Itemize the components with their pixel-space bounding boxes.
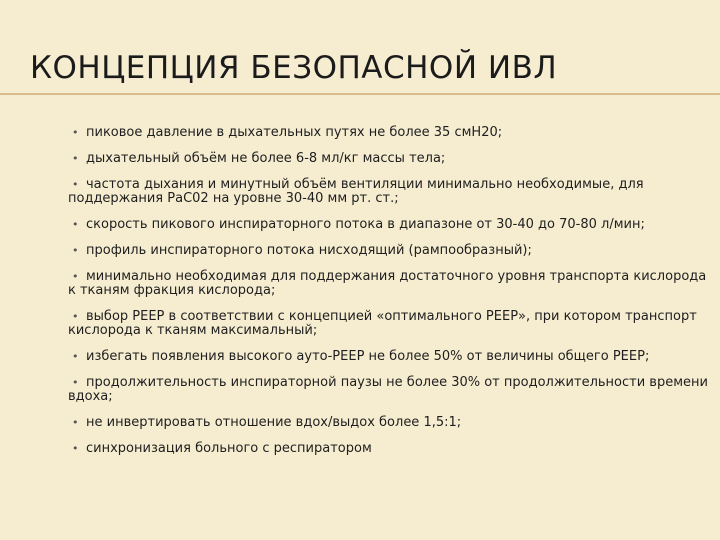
list-item [68,350,708,364]
bullet-text: избегать появления высокого ауто-РЕЕР не более 50% от величины общего РЕЕР; [86,349,650,364]
bullet-text: синхронизация больного с респиратором [86,441,372,456]
bullet-list [68,126,708,468]
bullet-icon [72,442,86,456]
bullet-icon [72,416,86,430]
bullet-icon [72,126,86,140]
bullet-icon [72,244,86,258]
list-item [68,218,708,232]
list-item [68,442,708,456]
bullet-icon [72,310,86,324]
bullet-text: продолжительность инспираторной паузы не более 30% от продолжительности времени вдоха; [68,375,708,404]
list-item [68,416,708,430]
bullet-text: скорость пикового инспираторного потока в диапазоне от 30-40 до 70-80 л/мин; [86,217,645,232]
list-item [68,178,708,206]
bullet-text: пиковое давление в дыхательных путях не более 35 смН20; [86,125,503,140]
bullet-text: минимально необходимая для поддержания достаточного уровня транспорта кислорода к тканям фракция кислорода; [68,269,707,298]
bullet-icon [72,270,86,284]
bullet-icon [72,350,86,364]
bullet-text: дыхательный объём не более 6-8 мл/кг массы тела; [86,151,446,166]
list-item [68,152,708,166]
slide-title: КОНЦЕПЦИЯ БЕЗОПАСНОЙ ИВЛ [30,50,558,86]
bullet-text: не инвертировать отношение вдох/выдох более 1,5:1; [86,415,462,430]
list-item [68,310,708,338]
bullet-text: профиль инспираторного потока нисходящий (рампообразный); [86,243,532,258]
list-item [68,270,708,298]
bullet-icon [72,152,86,166]
bullet-icon [72,178,86,192]
title-divider [0,93,720,95]
list-item [68,376,708,404]
bullet-text: частота дыхания и минутный объём вентиляции минимально необходимые, для поддержания РаС02 на уровне 30-40 мм рт. ст.; [68,177,644,206]
list-item [68,244,708,258]
bullet-icon [72,218,86,232]
bullet-icon [72,376,86,390]
bullet-text: выбор РЕЕР в соответствии с концепцией «оптимального РЕЕР», при котором транспорт кислорода к тканям максимальный; [68,309,697,338]
list-item [68,126,708,140]
